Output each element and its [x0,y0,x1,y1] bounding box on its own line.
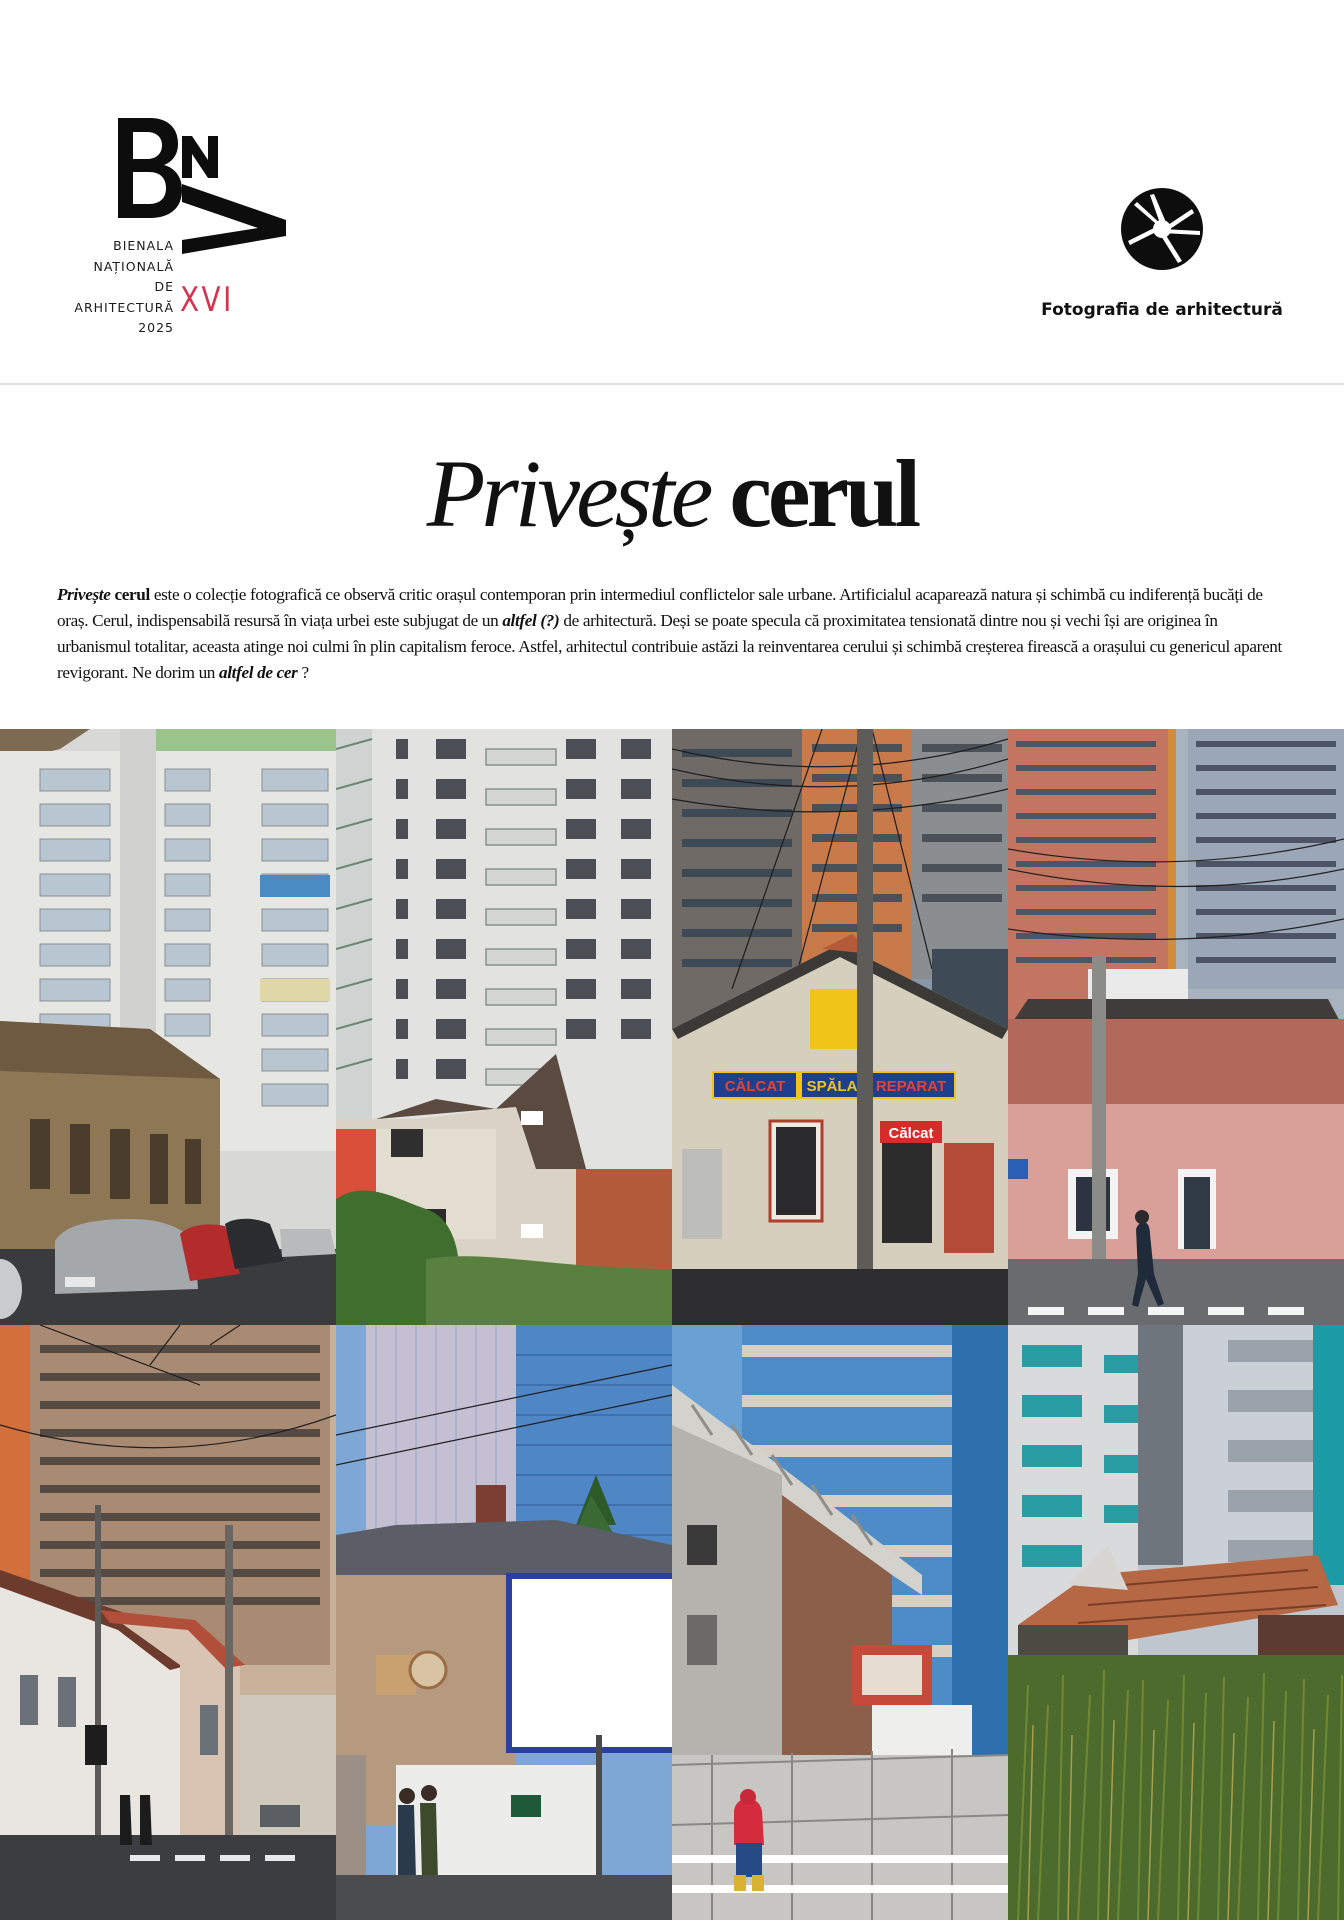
photo-6 [336,1325,672,1921]
sign-reparat: REPARAT [875,1078,947,1095]
logo-line: ARHITECTURĂ [74,299,174,315]
photo-3 [672,729,1008,1325]
header-divider [0,383,1344,385]
photo-7 [672,1325,1008,1921]
intro-text: de arhitectură. Deși se poate specula că proximitatea tensionată dintre nou și vechi își are originea în urbanismul totalitar, aceasta atinge noi culmi în plin capitalism feroce. Astfel, arhitectul contribuie astăzi la reinventarea cerului și schimbă creșterea firească a orașului cu genericul aparent revigorant. Ne dorim un [57,611,1282,683]
photo-2 [336,729,672,1325]
logo-line: 2025 [138,320,174,335]
header [0,0,1344,384]
sign-calcat-small: Călcat [888,1125,934,1142]
logo-line: DE [154,279,174,294]
photo-grid [0,729,1344,1920]
title-italic: Privește [426,440,710,547]
photo-5 [0,1325,336,1921]
logo-line: BIENALA [113,238,174,253]
camera-aperture-icon [1120,187,1204,271]
logo-edition: XVI [180,280,234,320]
photo-8 [1008,1325,1344,1921]
page-title [0,440,1344,547]
intro-lead-bold: cerul [114,585,150,605]
intro-emphasis: altfel de cer [219,663,298,683]
logo-wordmark [54,236,174,339]
logo-line: NAȚIONALĂ [93,258,174,274]
title-bold: cerul [729,440,918,547]
bna-logo [74,112,298,352]
intro-paragraph [57,582,1289,686]
category-label: Fotografia de arhitectură [1041,300,1283,320]
sign-calcat: CĂLCAT [724,1078,786,1095]
photo-4 [1008,729,1344,1325]
intro-text: este o colecție fotografică ce observă critic orașul contemporan prin intermediul conflictelor sale urbane. Artificialul acaparează natura și schimbă cu indiferență bucăți de oraș. Cerul, indispensabilă resursă în viața urbei este subjugat de un [57,585,1263,631]
intro-text: ? [301,663,309,683]
intro-lead-italic: Privește [57,585,111,605]
intro-emphasis: altfel (?) [502,611,560,631]
sign-spala: SPĂLA [806,1078,858,1095]
photo-1 [0,729,336,1325]
